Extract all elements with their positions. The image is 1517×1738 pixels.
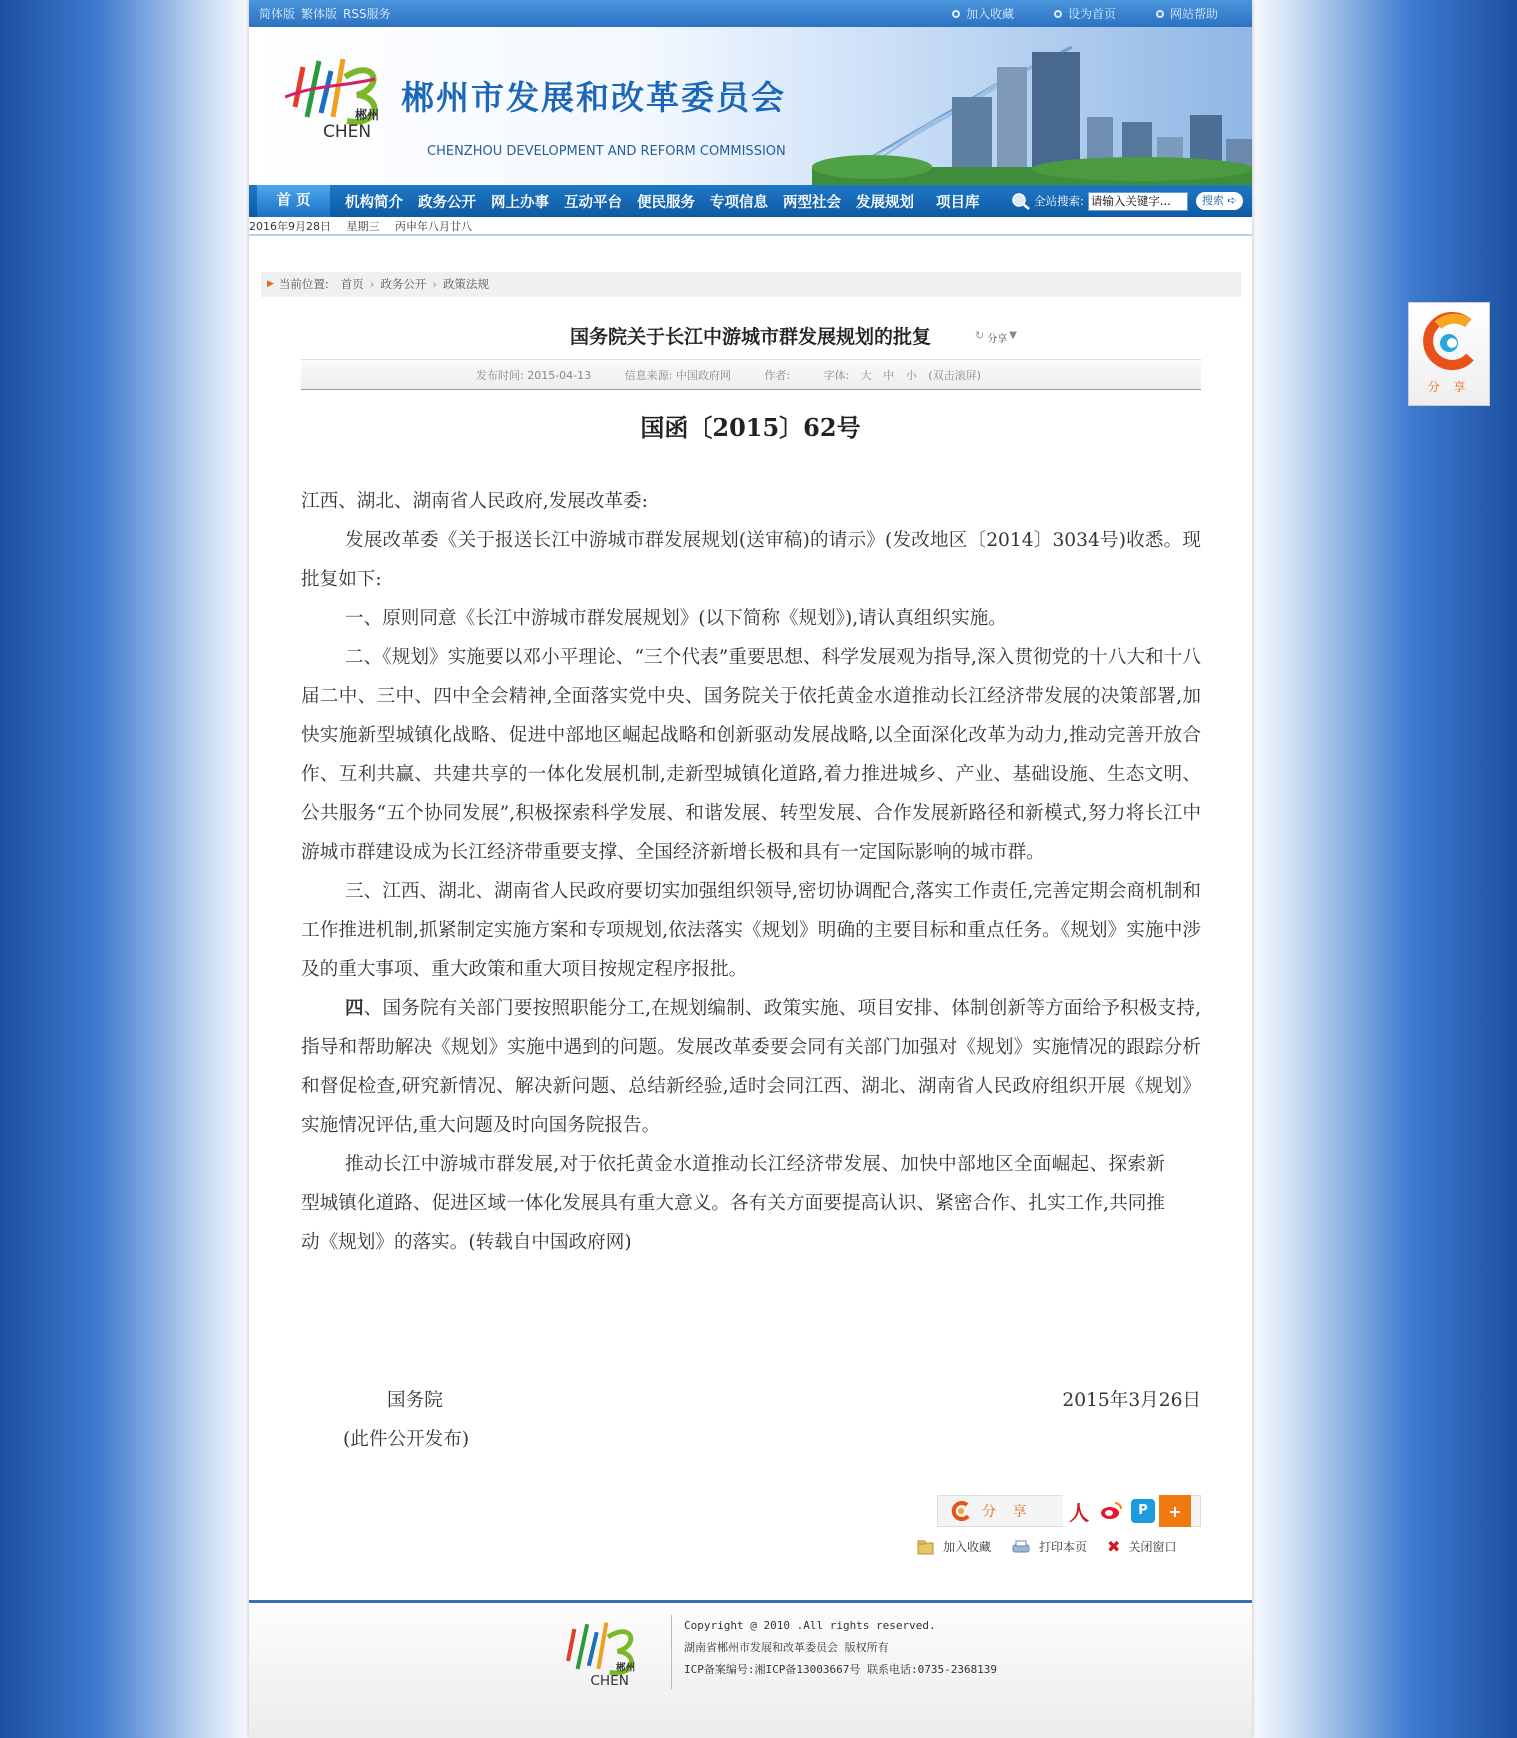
site-search — [1011, 185, 1243, 217]
printer-icon — [1011, 1539, 1031, 1555]
owner: 湖南省郴州市发展和改革委员会 版权所有 — [684, 1641, 889, 1654]
set-homepage-link[interactable]: 设为首页 — [1054, 5, 1122, 22]
chevron-right-icon: › — [369, 277, 375, 291]
svg-text:CHEN: CHEN — [590, 1673, 629, 1689]
page-tools — [917, 1537, 1196, 1556]
share-more-button[interactable]: + — [1159, 1495, 1191, 1527]
add-favorite-link[interactable]: 加入收藏 — [952, 5, 1020, 22]
circle-icon — [1054, 10, 1062, 18]
breadcrumb-home[interactable]: 首页 — [340, 277, 364, 291]
svg-text:郴州: 郴州 — [355, 108, 380, 122]
font-size-small[interactable]: 小 — [905, 369, 917, 382]
paragraph: 四、国务院有关部门要按照职能分工,在规划编制、政策实施、项目安排、体制创新等方面给予积极支持,指导和帮助解决《规划》实施中遇到的问题。发展改革委要会同有关部门加强对《规划》实施情况的跟踪分析和督促检查,研究新情况、解决新问题、总结新经验,适时会同江西、湖北、湖南省人民政府组织开展《规划》实施情况评估,重大问题及时向国务院报告。 — [301, 998, 1201, 1136]
search-button[interactable]: 搜索 ➪ — [1196, 192, 1243, 210]
lunar-date: 丙申年八月廿八 — [395, 220, 472, 233]
font-size-medium[interactable]: 中 — [883, 369, 895, 382]
link-simplified[interactable]: 简体版 — [259, 7, 296, 21]
link-traditional[interactable]: 繁体版 — [301, 7, 338, 21]
circle-icon — [1156, 10, 1164, 18]
folder-icon — [917, 1539, 935, 1555]
share-bar — [937, 1495, 1201, 1527]
sign-date: 2015年3月26日 — [1062, 1390, 1201, 1411]
copyright: Copyright @ 2010 .All rights reserved. — [684, 1619, 936, 1632]
footer-chen-logo — [559, 1613, 649, 1693]
icp-info: ICP备案编号:湘ICP备13003667号 联系电话:0735-2368139 — [684, 1663, 998, 1676]
article-meta — [301, 359, 1201, 390]
share-button[interactable]: 分 享 — [938, 1500, 1053, 1522]
paragraph: 三、江西、湖北、湖南省人民政府要切实加强组织领导,密切协调配合,落实工作责任,完善定期会商机制和工作推进机制,抓紧制定实施方案和专项规划,依法落实《规划》明确的主要目标和重点任务。《规划》实施中涉及的重大事项、重大政策和重大项目按规定程序报批。 — [301, 881, 1201, 980]
article-title: 国务院关于长江中游城市群发展规划的批复 — [569, 326, 931, 348]
share-weibo-icon[interactable] — [1095, 1495, 1127, 1527]
share-logo-icon — [1418, 309, 1480, 375]
nav-item-interaction[interactable]: 互动平台 — [564, 194, 622, 211]
nav-item-gov-affairs[interactable]: 政务公开 — [418, 194, 476, 211]
nav-item-about[interactable]: 机构简介 — [345, 194, 403, 211]
footer-info — [671, 1615, 997, 1689]
city-skyline-illustration — [812, 27, 1252, 185]
publish-note: (此件公开发布) — [343, 1429, 470, 1450]
nav-home[interactable]: 首 页 — [257, 185, 330, 217]
site-title-en: CHENZHOU DEVELOPMENT AND REFORM COMMISSION — [427, 144, 786, 159]
print-button[interactable]: 打印本页 — [1011, 1538, 1087, 1555]
nav-item-two-type-society[interactable]: 两型社会 — [783, 194, 841, 211]
breadcrumb-policy[interactable]: 政策法规 — [443, 277, 490, 291]
signature-line — [301, 1386, 1201, 1412]
share-tencent-icon[interactable]: P — [1127, 1495, 1159, 1527]
share-dropdown[interactable]: ↻ 分享 ▼ — [975, 328, 1017, 345]
bullet-arrow-icon: ▶ — [267, 279, 274, 289]
search-label: 全站搜索: — [1034, 194, 1084, 208]
paragraph: 发展改革委《关于报送长江中游城市群发展规划(送审稿)的请示》(发改地区〔2014〕3034号)收悉。现批复如下: — [301, 530, 1201, 590]
link-rss[interactable]: RSS服务 — [343, 7, 391, 21]
footer — [249, 1600, 1252, 1738]
signer: 国务院 — [387, 1390, 443, 1411]
breadcrumb — [261, 272, 1241, 297]
top-bar — [249, 0, 1252, 27]
top-right-links — [918, 0, 1224, 27]
publish-note-line — [301, 1425, 1201, 1451]
chen-logo[interactable] — [285, 47, 395, 147]
page-background-left — [0, 0, 249, 1738]
paragraph: 二、《规划》实施要以邓小平理论、“三个代表”重要思想、科学发展观为指导,深入贯彻党的十八大和十八届二中、三中、四中全会精神,全面落实党中央、国务院关于依托黄金水道推动长江经济带发展的决策部署,加快实施新型城镇化战略、促进中部地区崛起战略和创新驱动发展战略,以全面深化改革为动力,推动完善开放合作、互利共赢、共建共享的一体化发展机制,走新型城镇化道路,着力推进城乡、产业、基础设施、生态文明、公共服务“五个协同发展”,积极探索科学发展、和谐发展、转型发展、合作发展新路径和新模式,努力将长江中游城市群建设成为长江经济带重要支撑、全国经济新增长极和具有一定国际影响的城市群。 — [301, 647, 1201, 863]
svg-text:CHEN: CHEN — [323, 122, 372, 142]
font-size-control: 字体: 大 中 小 (双击滚屏) — [823, 369, 981, 382]
add-favorite-button[interactable]: 加入收藏 — [917, 1538, 991, 1555]
share-renren-icon[interactable]: 人 — [1063, 1495, 1095, 1527]
site-help-link[interactable]: 网站帮助 — [1156, 5, 1224, 22]
main-nav — [249, 185, 1252, 217]
paragraph: 推动长江中游城市群发展,对于依托黄金水道推动长江经济带发展、加快中部地区全面崛起、探索新型城镇化道路、促进区域一体化发展具有重大意义。各有关方面要提高认识、紧密合作、扎实工作,共同推动《规划》的落实。(转载自中国政府网) — [301, 1154, 1165, 1253]
share-small-icon: ↻ — [975, 328, 985, 342]
document-number: 国函〔2015〕62号 — [640, 413, 861, 442]
salutation: 江西、湖北、湖南省人民政府,发展改革委: — [301, 491, 648, 512]
font-size-large[interactable]: 大 — [860, 369, 872, 382]
close-window-button[interactable]: ✖ 关闭窗口 — [1107, 1537, 1177, 1556]
svg-text:郴州: 郴州 — [616, 1662, 636, 1674]
close-icon: ✖ — [1107, 1537, 1121, 1556]
nav-item-public-services[interactable]: 便民服务 — [637, 194, 695, 211]
nav-item-online-services[interactable]: 网上办事 — [491, 194, 549, 211]
double-click-scroll: (双击滚屏) — [928, 369, 981, 382]
chevron-down-icon: ▼ — [1009, 329, 1017, 341]
author: 作者: — [764, 369, 791, 382]
article-body — [301, 482, 1201, 1262]
info-source: 信息来源: 中国政府网 — [624, 369, 731, 382]
search-input[interactable] — [1088, 192, 1188, 211]
floating-share-label: 分 享 — [1427, 380, 1471, 394]
page-background-right — [1252, 0, 1517, 1738]
chevron-right-icon: › — [432, 277, 438, 291]
floating-share-button[interactable] — [1408, 302, 1490, 406]
current-date: 2016年9月28日 — [249, 220, 331, 233]
breadcrumb-gov-affairs[interactable]: 政务公开 — [380, 277, 427, 291]
circle-icon — [952, 10, 960, 18]
header-banner — [249, 27, 1252, 185]
breadcrumb-label: 当前位置: — [278, 277, 329, 291]
share-logo-icon — [950, 1500, 972, 1522]
site-title: 郴州市发展和改革委员会 — [401, 78, 786, 117]
date-line — [249, 217, 1252, 236]
paragraph: 一、原则同意《长江中游城市群发展规划》(以下简称《规划》),请认真组织实施。 — [345, 608, 1007, 629]
search-icon — [1011, 192, 1031, 210]
nav-item-dev-planning[interactable]: 发展规划 — [856, 194, 914, 211]
nav-item-special-info[interactable]: 专项信息 — [710, 194, 768, 211]
page-container — [249, 0, 1252, 1738]
nav-item-projects[interactable]: 项目库 — [936, 194, 980, 211]
publish-time: 发布时间: 2015-04-13 — [476, 369, 592, 382]
current-weekday: 星期三 — [346, 220, 380, 233]
